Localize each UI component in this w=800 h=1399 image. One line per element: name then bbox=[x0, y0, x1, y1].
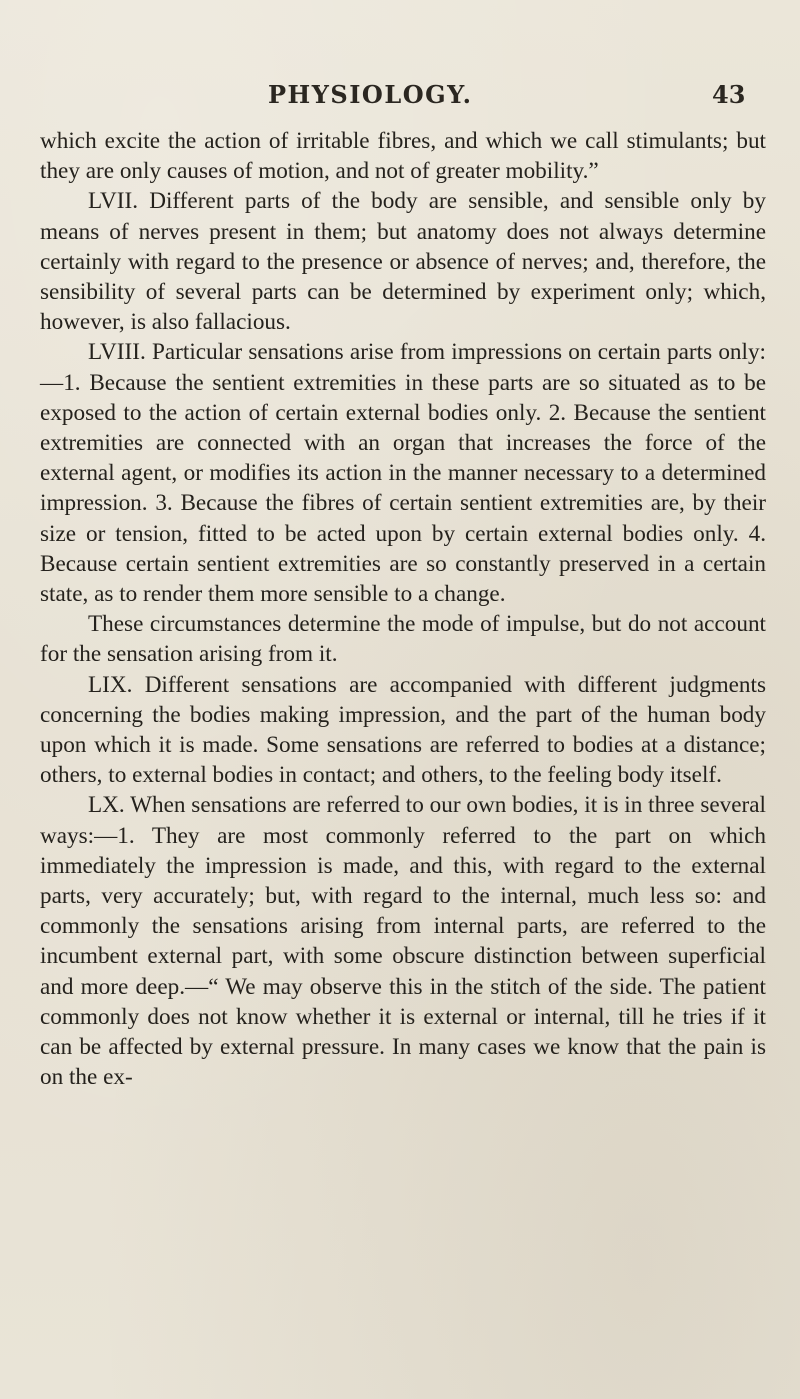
running-head: PHYSIOLOGY. bbox=[268, 80, 473, 109]
body-text bbox=[40, 126, 766, 1093]
paragraph-lix: LIX. Different sensations are accompanied with different judgments concerning the bodies making impression, and the part of the human body upon which it is made. Some sensations are referred to bodies at a distance; others, to external bodies in contact; and others, to the feeling body itself. bbox=[40, 671, 766, 789]
paragraph-lviii: LVIII. Particular sensations arise from impressions on certain parts only:—1. Because the sentient extremities in these parts are so situated as to be exposed to the action of certain external bodies only. 2. Because the sentient extremities are connected with an organ that increases the force of the external agent, or modifies its action in the manner necessary to a determined impression. 3. Because the fibres of certain sentient extremities are, by their size or tension, fitted to be acted upon by certain external bodies only. 4. Because certain sentient extremities are so constantly preserved in a certain state, as to render them more sensible to a change. bbox=[40, 339, 766, 608]
paragraph-lvii: LVII. Different parts of the body are sensible, and sensible only by means of nerves present in them; but anatomy does not always determine certainly with regard to the presence or absence of nerves; and, therefore, the sensibility of several parts can be determined by experiment only; which, however, is also fallacious. bbox=[40, 188, 766, 336]
paragraph-lx: LX. When sensations are referred to our own bodies, it is in three several ways:—1. They are most commonly referred to the part on which immediately the impression is made, and this, with regard to the external parts, very accurately; but, with regard to the internal, much less so: and commonly the sensations arising from internal parts, are referred to the incumbent external part, with some obscure distinction between superficial and more deep.—“ We may observe this in the stitch of the side. The patient commonly does not know whether it is external or internal, till he tries if it can be affected by external pressure. In many cases we know that the pain is on the ex- bbox=[40, 792, 766, 1091]
page-number: 43 bbox=[712, 80, 746, 109]
paragraph-circumstances: These circumstances determine the mode of impulse, but do not account for the sensation arising from it. bbox=[40, 611, 766, 668]
paragraph-continuation: which excite the action of irritable fibres, and which we call stimulants; but they are only causes of motion, and not of greater mobility.” bbox=[40, 128, 766, 185]
page-header bbox=[0, 76, 800, 110]
